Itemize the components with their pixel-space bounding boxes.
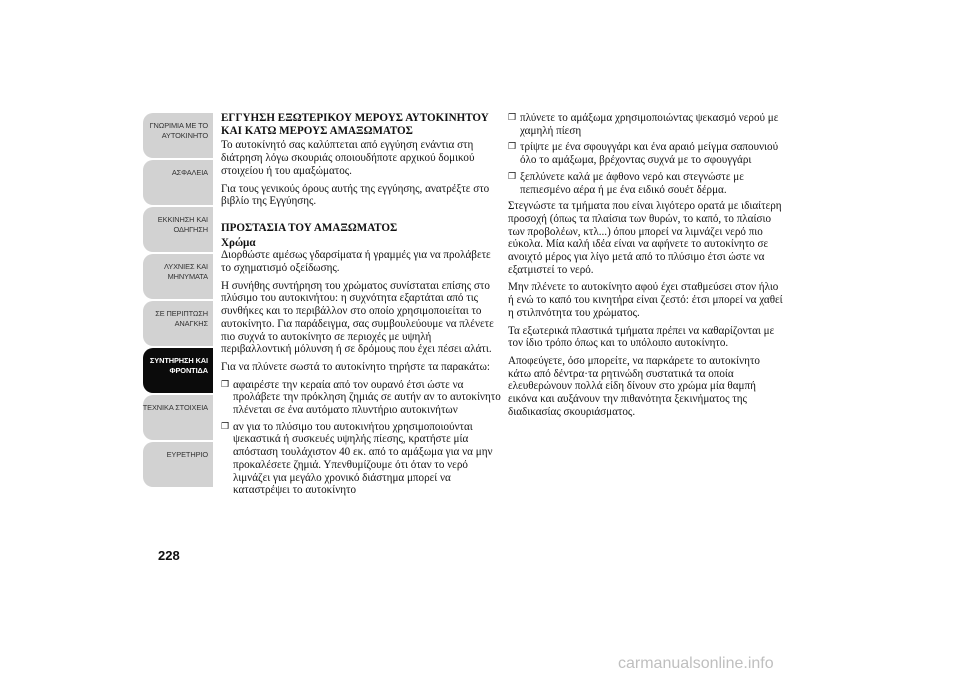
list-item: ❒ αν για το πλύσιμο του αυτοκινήτου χρησιμοποιούνται ψεκαστικά ή συσκευές υψηλής πίεσης, κρατήστε μία απόσταση τουλάχιστον 40 εκ. από το αμάξωμα για να μην προκαλέσετε ζημιά. Υπενθυμίζουμε ότι όταν το νερό λιμνάζει για μεγάλο χρονικό διάστημα μπορεί να καταστρέψει το αυτοκίνητο	[221, 420, 493, 497]
paragraph: Αποφεύγετε, όσο μπορείτε, να παρκάρετε το αυτοκίνητο κάτω από δέντρα·τα ρητινώδη συστατικά τα οποία ελευθερώνουν πολλά είδη δίνουν στο χρώμα μία θαμπή εικόνα και αυξάνουν την πιθανότητα ξεκινήματος της διαδικασίας σκουριάσματος.	[508, 354, 760, 418]
paragraph: Για τους γενικούς όρους αυτής της εγγύησης, ανατρέξτε στο βιβλίο της Εγγύησης.	[221, 182, 490, 208]
section-heading-warranty: ΕΓΓΥΗΣΗ ΕΞΩΤΕΡΙΚΟΥ ΜΕΡΟΥΣ ΑΥΤΟΚΙΝΗΤΟΥ ΚΑΙ ΚΑΤΩ ΜΕΡΟΥΣ ΑΜΑΞΩΜΑΤΟΣ	[221, 112, 489, 137]
paragraph: Στεγνώστε τα τμήματα που είναι λιγότερο ορατά με ιδιαίτερη προσοχή (όπως τα πλαίσια των θυρών, το καπό, το πλαίσιο των προβολέων, κτλ...) όπου μπορεί να λιμνάζει νερό πιο εύκολα. Μία καλή ιδέα είναι να αφήνετε το αυτοκίνητο σε ανοιχτό μέρος για λίγο μετά από το πλύσιμο έτσι ώστε να εξατμιστεί το νερό.	[508, 200, 782, 276]
chapter-tabs	[143, 113, 213, 489]
tab-index[interactable]: ΕΥΡΕΤΗΡΙΟ	[143, 442, 213, 487]
paragraph: Μην πλένετε το αυτοκίνητο αφού έχει σταθμεύσει στον ήλιο ή ενώ το καπό του κινητήρα είναι ζεστό: έτσι μπορεί να χαθεί η στιλπνότητα του χρώματος.	[508, 281, 783, 319]
tab-starting-driving[interactable]: ΕΚΚΙΝΗΣΗ ΚΑΙ ΟΔΗΓΗΣΗ	[143, 207, 213, 252]
section-heading-body-protection: ΠΡΟΣΤΑΣΙΑ ΤΟΥ ΑΜΑΞΩΜΑΤΟΣ	[221, 221, 398, 234]
right-column	[508, 112, 783, 423]
tab-emergency[interactable]: ΣΕ ΠΕΡΙΠΤΩΣΗ ΑΝΑΓΚΗΣ	[143, 301, 213, 346]
tab-getting-to-know[interactable]: ΓΝΩΡΙΜΙΑ ΜΕ ΤΟ ΑΥΤΟΚΙΝΗΤΟ	[143, 113, 213, 158]
checkbox-bullet-icon: ❒	[508, 142, 517, 153]
tab-warning-lights[interactable]: ΛΥΧΝΙΕΣ ΚΑΙ ΜΗΝΥΜΑΤΑ	[143, 254, 213, 299]
list-item: ❒ πλύνετε το αμάξωμα χρησιμοποιώντας ψεκασμό νερού με χαμηλή πίεση	[508, 112, 779, 137]
paragraph: Για να πλύνετε σωστά το αυτοκίνητο τηρήστε τα παρακάτω:	[221, 360, 491, 373]
paragraph: Το αυτοκίνητό σας καλύπτεται από εγγύηση ενάντια στη διάτρηση λόγω σκουριάς οποιουδήποτε αρχικού δομικού στοιχείου ή του αμαξώματος.	[221, 139, 475, 177]
subheading-paint: Χρώμα	[221, 236, 256, 249]
tab-technical-data[interactable]: ΤΕΧΝΙΚΑ ΣΤΟΙΧΕΙΑ	[143, 395, 213, 440]
list-item: ❒ τρίψτε με ένα σφουγγάρι και ένα αραιό μείγμα σαπουνιού όλο το αμάξωμα, βρέχοντας συχνά με το σφουγγάρι	[508, 141, 779, 167]
checkbox-bullet-icon: ❒	[508, 171, 517, 182]
paragraph: Τα εξωτερικά πλαστικά τμήματα πρέπει να καθαρίζονται με τον ίδιο τρόπο όπως και το υπόλοιπο αυτοκίνητο.	[508, 324, 775, 350]
tab-safety[interactable]: ΑΣΦΑΛΕΙΑ	[143, 160, 213, 205]
page-number: 228	[158, 548, 180, 563]
list-item: ❒ ξεπλύνετε καλά με άφθονο νερό και στεγνώστε με πεπιεσμένο αέρα ή με ένα ειδικό σουέτ δέρμα.	[508, 170, 744, 196]
checkbox-bullet-icon: ❒	[508, 113, 517, 123]
checkbox-bullet-icon: ❒	[221, 421, 230, 432]
tab-maintenance[interactable]: ΣΥΝΤΗΡΗΣΗ ΚΑΙ ΦΡΟΝΤΙΔΑ	[143, 348, 213, 393]
paragraph: Διορθώστε αμέσως γδαρσίματα ή γραμμές για να προλάβετε το σχηματισμό οξείδωσης.	[221, 249, 491, 275]
left-column	[221, 112, 501, 501]
checkbox-bullet-icon: ❒	[221, 379, 230, 390]
list-item: ❒ αφαιρέστε την κεραία από τον ουρανό έτσι ώστε να προλάβετε την πρόκληση ζημιάς σε αυτήν αν το αυτοκίνητο πλένεται σε ένα αυτόματο πλυντήριο αυτοκινήτων	[221, 378, 501, 417]
paragraph: Η συνήθης συντήρηση του χρώματος συνίσταται επίσης στο πλύσιμο του αυτοκινήτου: η συχνότητα εξαρτάται από τις συνθήκες και το περιβάλλον στο οποίο χρησιμοποιείται το αυτοκίνητο. Για παράδειγμα, σας συμβουλεύουμε να πλένετε πιο συχνά το αυτοκίνητο σε περιοχές με υψηλή περιβαλλοντική μόλυνση ή σε δρόμους που έχει πέσει αλάτι.	[221, 279, 494, 356]
watermark: carmanualsonline.info	[618, 655, 774, 672]
